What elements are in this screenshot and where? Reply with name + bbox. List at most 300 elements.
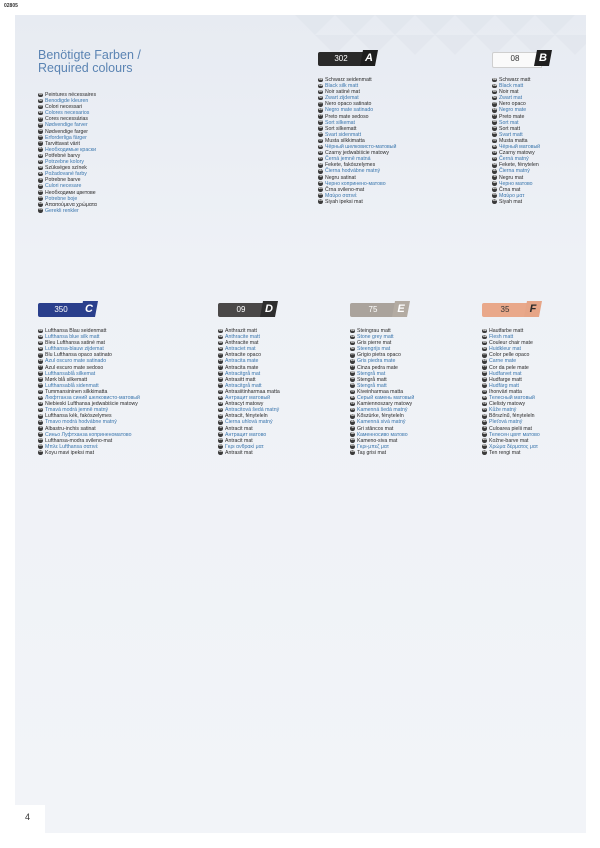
list-item-text: Nero opaco bbox=[499, 101, 526, 108]
swatch-letter-tag bbox=[534, 50, 552, 66]
language-badge: PT bbox=[39, 365, 43, 369]
list-item-text: Czarny matowy bbox=[499, 150, 535, 157]
language-badge: IT bbox=[319, 101, 322, 105]
language-badge: NO bbox=[218, 383, 223, 387]
language-badge: GR bbox=[318, 199, 323, 203]
language-badge: DE bbox=[38, 328, 43, 332]
language-badge: IT bbox=[483, 352, 486, 356]
list-item-text: Необходимые краски bbox=[45, 146, 96, 153]
language-badge: NL bbox=[318, 95, 323, 99]
list-item-text: Hautfarbe matt bbox=[489, 328, 524, 334]
language-badge: CZ bbox=[492, 150, 497, 154]
list-item-text: Чёрный шелковисто-матовый bbox=[325, 144, 397, 151]
language-badge: CZ bbox=[38, 401, 43, 405]
language-badge: NO bbox=[350, 383, 355, 387]
language-badge: SK bbox=[492, 162, 497, 166]
list-item-text: Noir satiné mat bbox=[325, 89, 360, 96]
list-item-text: Čierna uhlová matný bbox=[225, 419, 273, 426]
swatch-colour-names bbox=[318, 77, 396, 205]
language-badge: HR bbox=[492, 181, 497, 185]
list-item-text: Azul escuro mate sedoso bbox=[45, 364, 104, 371]
language-badge: PL bbox=[483, 407, 487, 411]
language-badge: ES bbox=[218, 359, 223, 363]
list-item-text: Синьо Луфтханза коприненоматово bbox=[45, 431, 132, 438]
list-item-text: Gris piedra mate bbox=[357, 358, 396, 365]
swatch-number: 350 bbox=[54, 305, 68, 314]
colour-swatch bbox=[38, 303, 96, 317]
language-badge: CZ bbox=[38, 153, 43, 157]
language-badge: RU bbox=[318, 144, 323, 148]
list-item-text: Lufthansa Blau seidenmatt bbox=[45, 328, 107, 334]
list-item-text: Lufthansablå sidenmatt bbox=[45, 382, 99, 389]
language-badge: BG bbox=[318, 187, 323, 191]
swatch-colour-names bbox=[492, 77, 540, 205]
language-badge: PL bbox=[319, 156, 323, 160]
language-badge: FR bbox=[218, 340, 223, 344]
list-item-text: Чёрный матовый bbox=[499, 144, 541, 151]
language-badge: CZ bbox=[318, 150, 323, 154]
list-item-text: Stengrå matt bbox=[357, 376, 387, 383]
language-badge: DK bbox=[38, 371, 43, 375]
language-badge: DK bbox=[38, 123, 43, 127]
list-item-text: Antracitgrå matt bbox=[225, 382, 262, 389]
list-item-text: Kůže matný bbox=[489, 407, 517, 414]
language-badge: RU bbox=[482, 395, 487, 399]
language-badge: ES bbox=[482, 359, 487, 363]
list-item-text: Albastru-inchis satinat bbox=[45, 425, 96, 432]
colour-swatch bbox=[492, 52, 550, 66]
language-badge: BG bbox=[482, 438, 487, 442]
language-badge: RO bbox=[38, 444, 43, 448]
list-item-text: Color pelle opaco bbox=[489, 352, 530, 359]
list-item-text: Negro mate satinado bbox=[325, 107, 374, 114]
list-item-text: Gris pierre mat bbox=[357, 340, 392, 347]
language-badge: SK bbox=[318, 162, 323, 166]
language-badge: GR bbox=[492, 199, 497, 203]
language-badge: FI bbox=[493, 138, 496, 142]
list-item-text: Ihonväri matta bbox=[489, 388, 522, 395]
language-badge: HU bbox=[38, 171, 43, 175]
language-badge: SI bbox=[219, 426, 222, 430]
language-badge: FR bbox=[492, 89, 497, 93]
list-item bbox=[218, 450, 280, 456]
language-badge: DK bbox=[482, 371, 487, 375]
list-item-text: Antracitová šedá matný bbox=[225, 407, 280, 414]
list-item-text: Черно матово bbox=[499, 180, 533, 187]
language-badge: SI bbox=[39, 426, 42, 430]
language-badge: NL bbox=[492, 95, 497, 99]
language-badge: HU bbox=[482, 420, 487, 423]
list-item-text: Mørk blå silkematt bbox=[45, 376, 88, 383]
language-badge: PT bbox=[319, 114, 323, 118]
list-item-text: Preto mate bbox=[499, 113, 525, 120]
list-item-text: Benodigde kleuren bbox=[45, 98, 89, 105]
list-item-text: Nødvendige farver bbox=[45, 122, 88, 129]
language-badge: DK bbox=[350, 371, 355, 375]
list-item-text: Gerekli renkler bbox=[45, 207, 79, 214]
language-badge: ES bbox=[38, 110, 43, 114]
language-badge: HU bbox=[350, 420, 355, 423]
required-colours-list bbox=[38, 92, 97, 214]
list-item bbox=[38, 450, 140, 456]
list-item-text: Antrasit mat bbox=[225, 449, 253, 456]
list-item-text: Tarvittavat värit bbox=[45, 140, 80, 147]
language-badge: IT bbox=[39, 104, 42, 108]
language-badge: FI bbox=[219, 389, 222, 393]
language-badge: RO bbox=[38, 196, 43, 200]
language-badge: SE bbox=[492, 126, 497, 130]
list-item-text: Lufthansablå silkemat bbox=[45, 370, 96, 377]
language-badge: GR bbox=[350, 450, 355, 454]
list-item-text: Kameno-siva mat bbox=[357, 437, 398, 444]
list-item-text: Anthracite matt bbox=[225, 334, 260, 341]
list-item-text: Stengrå mat bbox=[357, 370, 386, 377]
list-item-text: Flesh matt bbox=[489, 334, 514, 341]
list-item-text: Preto mate sedoso bbox=[325, 113, 369, 120]
list-item-text: Negru satinat bbox=[325, 174, 356, 181]
language-badge: SE bbox=[38, 377, 43, 381]
language-badge: CZ bbox=[218, 401, 223, 405]
list-item-text: Černá jemně matná bbox=[325, 156, 371, 163]
list-item-text: Antracite opaco bbox=[225, 352, 262, 359]
list-item-text: Peintures nécessaires bbox=[45, 92, 97, 98]
language-badge: IT bbox=[493, 101, 496, 105]
language-badge: GB bbox=[318, 83, 323, 87]
language-badge: BG bbox=[218, 438, 223, 442]
list-item-text: Kamiennoszary matowy bbox=[357, 401, 413, 408]
list-item-text: Steengrijs mat bbox=[357, 346, 391, 353]
list-item-text: Stone grey matt bbox=[357, 334, 394, 341]
list-item-text: Potřebné barvy bbox=[45, 152, 81, 159]
list-item-text: Ten rengi mat bbox=[489, 449, 521, 456]
list-item bbox=[38, 208, 97, 214]
list-item-text: Sort silkemat bbox=[325, 119, 355, 126]
swatch-colour-names bbox=[350, 328, 414, 456]
language-badge: IT bbox=[219, 352, 222, 356]
language-badge: NO bbox=[482, 383, 487, 387]
language-badge: NL bbox=[38, 98, 43, 102]
language-badge: FI bbox=[319, 138, 322, 142]
list-item-text: Cores necessárias bbox=[45, 116, 88, 123]
language-badge: RO bbox=[482, 444, 487, 448]
list-item-text: Μαύρο σατινέ bbox=[325, 192, 357, 199]
language-badge: DE bbox=[318, 77, 323, 81]
language-badge: SI bbox=[319, 175, 322, 179]
language-badge: PL bbox=[219, 407, 223, 411]
list-item-text: Серый камень матовый bbox=[357, 395, 415, 402]
language-badge: HR bbox=[482, 432, 487, 436]
language-badge: SE bbox=[350, 377, 355, 381]
language-badge: PL bbox=[39, 407, 43, 411]
swatch-colour-names bbox=[218, 328, 280, 456]
list-item-text: Lufthansa-blauw zijdemat bbox=[45, 346, 104, 353]
language-badge: GB bbox=[218, 334, 223, 338]
list-item-text: Kamenná šedá matný bbox=[357, 407, 408, 414]
list-item-text: Black silk matt bbox=[325, 83, 359, 90]
list-item-text: Lufthansa blue silk matt bbox=[45, 334, 100, 341]
list-item-text: Culori necesare bbox=[45, 183, 82, 190]
swatch-letter: C bbox=[85, 303, 93, 315]
list-item-text: Noir mat bbox=[499, 89, 519, 96]
list-item-text: Steingrau matt bbox=[357, 328, 391, 334]
list-item-text: Gri stâncos mat bbox=[357, 425, 394, 432]
language-badge: SK bbox=[38, 165, 43, 169]
list-item bbox=[482, 450, 540, 456]
language-badge: RU bbox=[350, 395, 355, 399]
list-item bbox=[350, 450, 414, 456]
language-badge: PL bbox=[39, 159, 43, 163]
list-item-text: Potrebne boje bbox=[45, 195, 78, 202]
list-item-text: Taş grisi mat bbox=[357, 449, 387, 456]
list-item-text: Antracita mate bbox=[225, 364, 259, 371]
language-badge: GB bbox=[38, 334, 43, 338]
list-item-text: Anthrazit matt bbox=[225, 328, 258, 334]
language-badge: HR bbox=[38, 184, 43, 187]
language-badge: NO bbox=[318, 132, 323, 136]
list-item-text: Cinza pedra mate bbox=[357, 364, 398, 371]
list-item-text: Anthracite mat bbox=[225, 340, 259, 347]
language-badge: RU bbox=[38, 395, 43, 399]
swatch-number: 75 bbox=[368, 305, 378, 314]
list-item-text: Antracit mat bbox=[225, 425, 253, 432]
list-item-text: Zwart mat bbox=[499, 95, 523, 102]
list-item-text: Bleu Lufthansa satiné mat bbox=[45, 340, 105, 347]
list-item-text: Pleťová matný bbox=[489, 419, 523, 426]
list-item-text: Musta silkkimatta bbox=[325, 137, 365, 144]
language-badge: DE bbox=[350, 328, 355, 332]
swatch-letter: F bbox=[529, 303, 537, 315]
language-badge: PT bbox=[483, 365, 487, 369]
language-badge: DK bbox=[318, 120, 323, 124]
list-item-text: Необходими цветове bbox=[45, 189, 96, 196]
swatch-letter-tag bbox=[80, 301, 98, 317]
language-badge: BG bbox=[492, 187, 497, 191]
list-item-text: Hudfärg matt bbox=[489, 382, 519, 389]
language-badge: TR bbox=[38, 208, 43, 212]
list-item-text: Люфтганза синий шелковисто-матовый bbox=[45, 395, 140, 402]
list-item-text: Culoarea pielii mat bbox=[489, 425, 532, 432]
language-badge: FR bbox=[482, 340, 487, 344]
language-badge: PT bbox=[493, 114, 497, 118]
list-item-text: Huidkleur mat bbox=[489, 346, 522, 353]
language-badge: HR bbox=[350, 432, 355, 436]
list-item-text: Čierna matný bbox=[499, 168, 530, 175]
language-badge: FR bbox=[38, 92, 43, 96]
swatch-number: 08 bbox=[510, 54, 520, 63]
language-badge: NL bbox=[38, 346, 43, 350]
list-item-text: Colores necesarios bbox=[45, 110, 90, 117]
language-badge: SI bbox=[493, 175, 496, 179]
list-item-text: Svart matt bbox=[499, 131, 523, 138]
language-badge: RO bbox=[492, 193, 497, 197]
language-badge: SE bbox=[38, 129, 43, 133]
language-badge: RO bbox=[218, 444, 223, 448]
list-item-text: Erforderliga färger bbox=[45, 134, 87, 141]
language-badge: HR bbox=[38, 432, 43, 436]
list-item-text: Nero opaco satinato bbox=[325, 101, 372, 108]
list-item-text: Antracit, fényteleln bbox=[225, 413, 268, 420]
language-badge: NL bbox=[218, 346, 223, 350]
swatch-colour-names bbox=[482, 328, 540, 456]
list-item-text: Tmavo modrá hodvábne matný bbox=[45, 419, 117, 426]
language-badge: HR bbox=[218, 432, 223, 436]
list-item-text: Antraciet mat bbox=[225, 346, 256, 353]
swatch-colour-names bbox=[38, 328, 140, 456]
swatch-letter-tag bbox=[360, 50, 378, 66]
language-badge: FI bbox=[351, 389, 354, 393]
language-badge: ES bbox=[350, 359, 355, 363]
language-badge: RO bbox=[318, 193, 323, 197]
swatch-letter: E bbox=[397, 303, 405, 315]
list-item-text: Kamenná sivá matný bbox=[357, 419, 406, 426]
language-badge: SI bbox=[483, 426, 486, 430]
language-badge: SE bbox=[482, 377, 487, 381]
list-item-text: Schwarz matt bbox=[499, 77, 531, 83]
language-badge: NL bbox=[350, 346, 355, 350]
language-badge: BG bbox=[38, 438, 43, 442]
list-item-text: Potrebne barve bbox=[45, 177, 81, 184]
language-badge: BG bbox=[38, 190, 43, 194]
list-item-text: Μαύρο ματ bbox=[499, 192, 525, 199]
list-item-text: Cor da pele mate bbox=[489, 364, 529, 371]
list-item-text: Каменносиво матово bbox=[357, 431, 408, 438]
language-badge: BG bbox=[350, 438, 355, 442]
list-item-text: Hudfarge matt bbox=[489, 376, 522, 383]
list-item-text: Koyu mavi ipeksi mat bbox=[45, 449, 95, 456]
title-line-2: Required colours bbox=[38, 61, 133, 75]
list-item-text: Μπλε Lufthansa σατινέ bbox=[45, 443, 98, 450]
language-badge: NO bbox=[38, 383, 43, 387]
list-item-text: Bőrszínű, fényteleln bbox=[489, 413, 535, 420]
language-badge: CZ bbox=[482, 401, 487, 405]
language-badge: SK bbox=[218, 413, 223, 417]
language-badge: RU bbox=[38, 147, 43, 151]
colour-swatch bbox=[218, 303, 276, 317]
list-item-text: Siyah ipeksi mat bbox=[325, 198, 363, 205]
list-item-text: Cielisty matowy bbox=[489, 401, 526, 408]
language-badge: HU bbox=[318, 169, 323, 172]
list-item bbox=[492, 199, 540, 205]
list-item-text: Blu Lufthansa opaco satinato bbox=[45, 352, 112, 359]
list-item-text: Svart sidenmatt bbox=[325, 131, 362, 138]
language-badge: IT bbox=[39, 352, 42, 356]
list-item-text: Kőszürke, fényteleln bbox=[357, 413, 404, 420]
language-badge: NL bbox=[482, 346, 487, 350]
colour-swatch bbox=[350, 303, 408, 317]
language-badge: DE bbox=[492, 77, 497, 81]
document-code: 02805 bbox=[4, 3, 18, 9]
language-badge: HU bbox=[38, 420, 43, 423]
language-badge: SK bbox=[350, 413, 355, 417]
language-badge: NO bbox=[38, 135, 43, 139]
list-item-text: Črna svileno-mat bbox=[325, 186, 365, 193]
language-badge: GR bbox=[38, 202, 43, 206]
page-number: 4 bbox=[25, 812, 31, 822]
list-item-text: Couleur chair mate bbox=[489, 340, 533, 347]
language-badge: PL bbox=[351, 407, 355, 411]
language-badge: GB bbox=[492, 83, 497, 87]
language-badge: SK bbox=[482, 413, 487, 417]
list-item-text: Hudfarvet mat bbox=[489, 370, 522, 377]
list-item bbox=[318, 199, 396, 205]
list-item-text: Carne mate bbox=[489, 358, 517, 365]
list-item-text: Szükséges színek bbox=[45, 165, 87, 172]
language-badge: GR bbox=[482, 450, 487, 454]
language-badge: DE bbox=[482, 328, 487, 332]
language-badge: PT bbox=[39, 116, 43, 120]
list-item-text: Potrzebne kolory bbox=[45, 159, 84, 166]
language-badge: ES bbox=[318, 108, 323, 112]
language-badge: FI bbox=[483, 389, 486, 393]
language-badge: NO bbox=[492, 132, 497, 136]
list-item-text: Απαιτούμενα χρώματα bbox=[45, 201, 97, 208]
list-item-text: Fekete, fénytelen bbox=[499, 162, 539, 169]
list-item-text: Lufthansa kék, fakószelymes bbox=[45, 413, 112, 420]
list-item-text: Negru mat bbox=[499, 174, 524, 181]
page-title bbox=[38, 49, 141, 75]
language-badge: ES bbox=[492, 108, 497, 112]
list-item-text: Антрацит матовый bbox=[225, 395, 271, 402]
list-item-text: Stengrå matt bbox=[357, 382, 387, 389]
language-badge: SI bbox=[351, 426, 354, 430]
language-badge: DK bbox=[492, 120, 497, 124]
list-item-text: Lufthansa-modra svileno-mat bbox=[45, 437, 113, 444]
list-item-text: Musta matta bbox=[499, 137, 528, 144]
swatch-letter: B bbox=[539, 52, 547, 64]
language-badge: PT bbox=[219, 365, 223, 369]
language-badge: FR bbox=[350, 340, 355, 344]
list-item-text: Γκρι ανθρακί ματ bbox=[225, 443, 264, 450]
language-badge: SE bbox=[218, 377, 223, 381]
language-badge: RO bbox=[350, 444, 355, 448]
list-item-text: Antrasitt matt bbox=[225, 376, 256, 383]
swatch-number: 35 bbox=[500, 305, 510, 314]
list-item-text: Negro mate bbox=[499, 107, 527, 114]
language-badge: FI bbox=[39, 141, 42, 145]
language-badge: RU bbox=[218, 395, 223, 399]
list-item-text: Antrasiitinharmaa matta bbox=[225, 388, 280, 395]
list-item-text: Tummansininen silkkimatta bbox=[45, 388, 108, 395]
swatch-letter-tag bbox=[524, 301, 542, 317]
list-item-text: Azul oscuro mate satinado bbox=[45, 358, 107, 365]
list-item-text: Nødvendige farger bbox=[45, 128, 88, 135]
list-item-text: Antracit mat bbox=[225, 437, 253, 444]
swatch-number: 302 bbox=[334, 54, 348, 63]
list-item-text: Antracitgrå mat bbox=[225, 370, 261, 377]
language-badge: IT bbox=[351, 352, 354, 356]
list-item-text: Fekete, fakószelymes bbox=[325, 162, 376, 169]
list-item-text: Телесный матовый bbox=[489, 395, 535, 402]
list-item-text: Sort matt bbox=[499, 125, 521, 132]
swatch-letter: D bbox=[265, 303, 273, 315]
list-item-text: Sort silkematt bbox=[325, 125, 357, 132]
language-badge: HU bbox=[218, 420, 223, 423]
language-badge: DE bbox=[218, 328, 223, 332]
colour-swatch bbox=[482, 303, 540, 317]
list-item-text: Kiveinharmaa matta bbox=[357, 388, 404, 395]
language-badge: DK bbox=[218, 371, 223, 375]
list-item-text: Antracyt matowy bbox=[225, 401, 264, 408]
language-badge: PT bbox=[351, 365, 355, 369]
colour-swatch bbox=[318, 52, 376, 66]
language-badge: GR bbox=[218, 450, 223, 454]
language-badge: FR bbox=[38, 340, 43, 344]
list-item-text: Χρώμα δέρματος ματ bbox=[489, 443, 538, 450]
list-item-text: Sort mat bbox=[499, 119, 519, 126]
language-badge: GB bbox=[350, 334, 355, 338]
language-badge: GB bbox=[482, 334, 487, 338]
list-item-text: Niebieski Lufthansa jedwabiście matowy bbox=[45, 401, 138, 408]
